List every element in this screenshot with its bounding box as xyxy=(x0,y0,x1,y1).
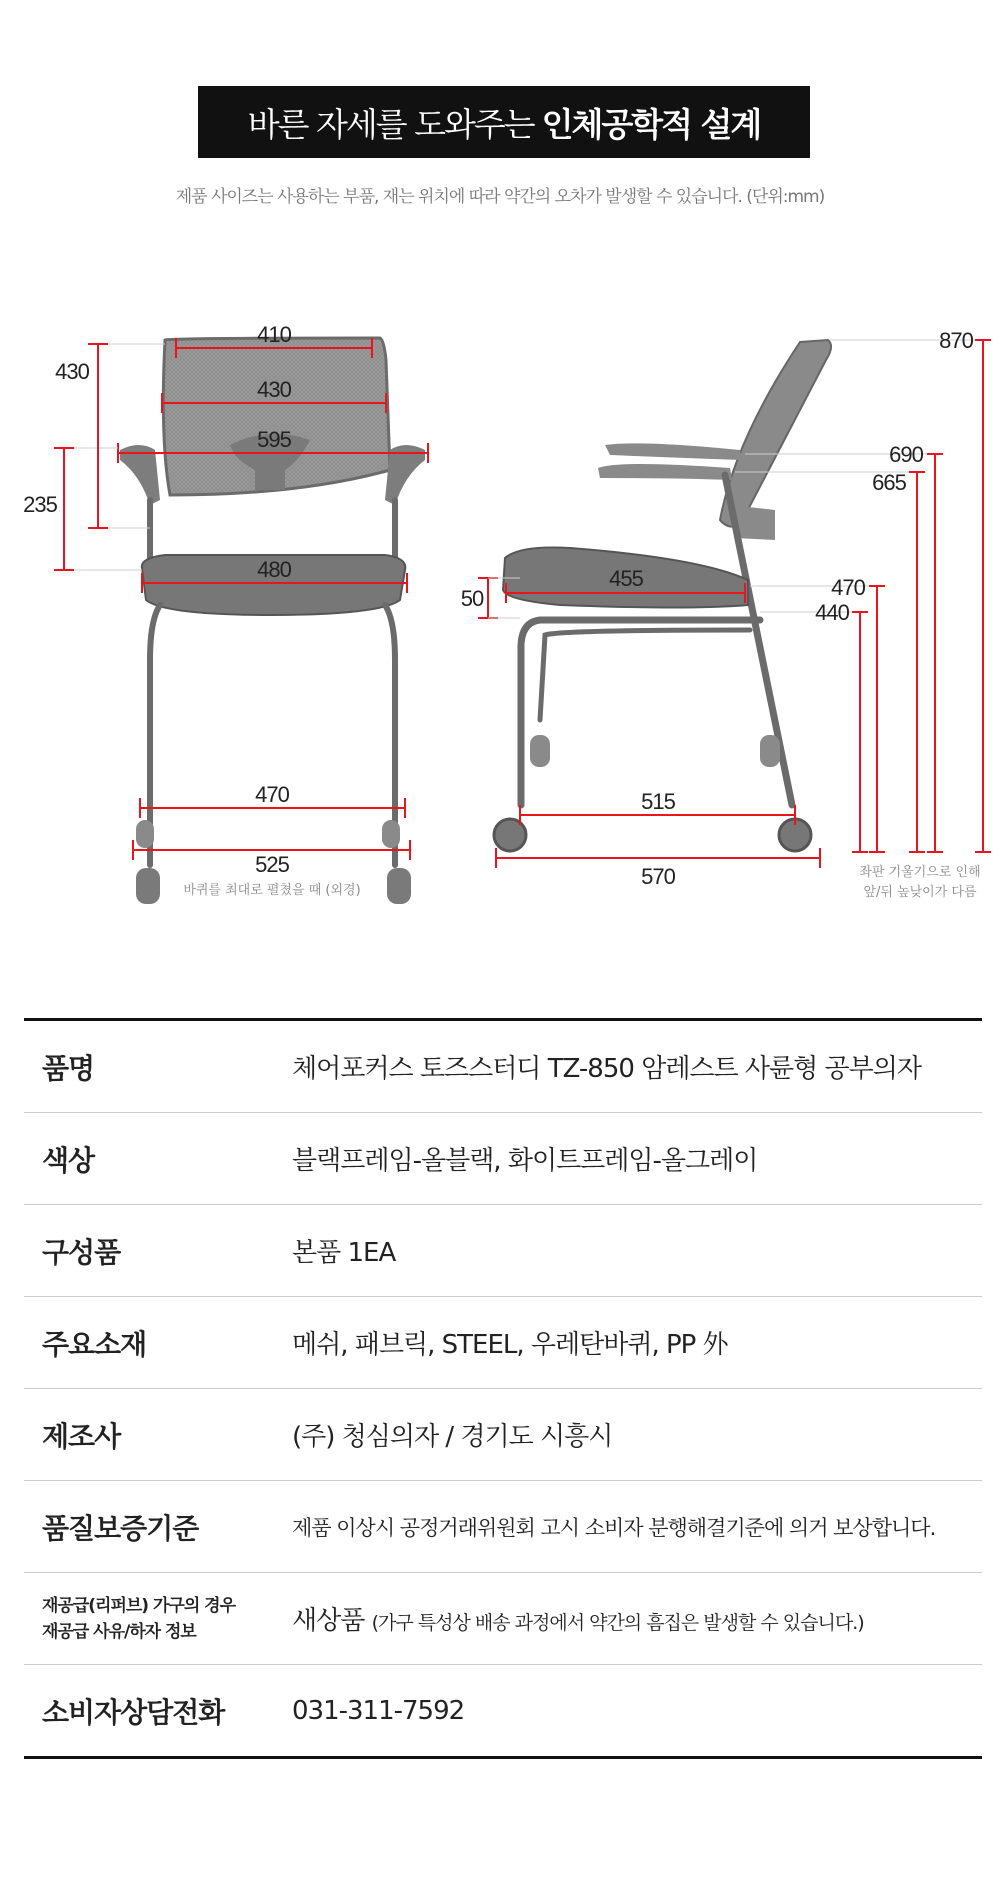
front-dim-525: 525 xyxy=(255,852,289,877)
headline-bold: 인체공학적 설계 xyxy=(541,104,761,144)
dimension-diagram xyxy=(0,300,1000,920)
side-dim-690: 690 xyxy=(889,442,923,467)
spec-value: 031-311-7592 xyxy=(292,1695,465,1726)
front-dim-480: 480 xyxy=(257,557,291,582)
spec-value: 블랙프레임-올블랙, 화이트프레임-올그레이 xyxy=(292,1146,758,1176)
side-tilt-note-2: 앞/뒤 높낮이가 다름 xyxy=(863,885,977,900)
front-dim-470: 470 xyxy=(255,782,289,807)
spec-row-warranty xyxy=(24,1481,982,1573)
side-dim-455: 455 xyxy=(609,566,643,591)
side-dim-665: 665 xyxy=(872,470,906,495)
spec-value: (주) 청심의자 / 경기도 시흥시 xyxy=(292,1422,613,1452)
spec-row-phone xyxy=(24,1665,982,1756)
spec-value: 체어포커스 토즈스터디 TZ-850 암레스트 사륜형 공부의자 xyxy=(292,1054,922,1084)
spec-label: 품명 xyxy=(42,1051,95,1085)
side-dim-470: 470 xyxy=(831,575,865,600)
spec-label-line2: 재공급 사유/하자 정보 xyxy=(42,1621,196,1642)
spec-value-main: 새상품 xyxy=(292,1606,365,1636)
front-chair-drawing xyxy=(120,338,425,904)
side-dim-870: 870 xyxy=(939,328,973,353)
spec-row-refurb xyxy=(24,1573,982,1665)
spec-label: 색상 xyxy=(42,1143,95,1177)
front-dim-595: 595 xyxy=(257,427,291,452)
side-dim-515: 515 xyxy=(641,789,675,814)
size-disclaimer: 제품 사이즈는 사용하는 부품, 재는 위치에 따라 약간의 오차가 발생할 수 있습니다. (단위:mm) xyxy=(175,187,825,207)
spec-row-components xyxy=(24,1205,982,1297)
spec-row-name xyxy=(24,1021,982,1113)
side-dimensions xyxy=(461,328,991,900)
headline-banner xyxy=(198,86,810,158)
spec-label xyxy=(24,1593,292,1645)
spec-label: 구성품 xyxy=(42,1235,121,1269)
front-wheel-note: 바퀴를 최대로 펼쳤을 때 (외경) xyxy=(183,883,361,898)
spec-row-materials xyxy=(24,1297,982,1389)
spec-value: 본품 1EA xyxy=(292,1238,396,1268)
spec-label: 품질보증기준 xyxy=(42,1511,199,1545)
side-tilt-note-1: 좌판 기울기으로 인해 xyxy=(859,865,981,880)
front-dim-410: 410 xyxy=(257,322,291,347)
spec-label-line1: 재공급(리퍼브) 가구의 경우 xyxy=(42,1595,236,1616)
side-dim-440: 440 xyxy=(815,600,849,625)
spec-row-manufacturer xyxy=(24,1389,982,1481)
spec-label: 주요소재 xyxy=(42,1327,147,1361)
spec-value: 메쉬, 패브릭, STEEL, 우레탄바퀴, PP 外 xyxy=(292,1330,728,1360)
spec-value-note: (가구 특성상 배송 과정에서 약간의 흠집은 발생할 수 있습니다.) xyxy=(371,1612,864,1634)
front-dim-430-height: 430 xyxy=(55,359,89,384)
front-dim-430-width: 430 xyxy=(257,377,291,402)
side-dim-50: 50 xyxy=(460,586,484,611)
side-chair-drawing xyxy=(494,340,831,851)
spec-label: 소비자상담전화 xyxy=(42,1695,225,1729)
spec-label: 제조사 xyxy=(42,1419,121,1453)
side-dim-570: 570 xyxy=(641,864,675,889)
front-dim-235: 235 xyxy=(23,492,57,517)
spec-value: 제품 이상시 공정거래위원회 고시 소비자 분행해결기준에 의거 보상합니다. xyxy=(292,1515,936,1540)
spec-value xyxy=(292,1600,864,1637)
headline-light: 바른 자세를 도와주는 xyxy=(247,104,534,144)
spec-table xyxy=(24,1018,982,1759)
spec-row-color xyxy=(24,1113,982,1205)
